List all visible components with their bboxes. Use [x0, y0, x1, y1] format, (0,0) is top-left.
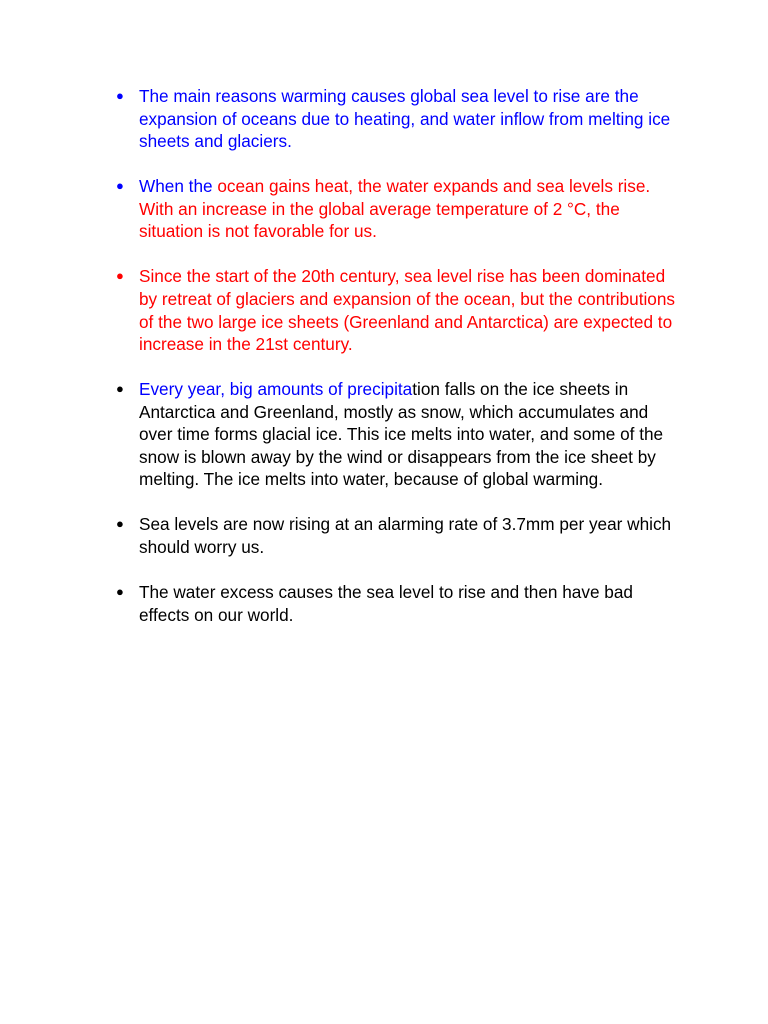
text-segment: Sea levels are now rising at an alarming rate of 3.7mm per year which should worry us. — [139, 514, 672, 558]
list-item — [116, 581, 676, 626]
text-segment: The main reasons warming causes global sea level to rise are the expansion of oceans due to heating, and water inflow from melting ice sheets and glaciers. — [139, 86, 671, 152]
bullet-text — [139, 175, 676, 243]
text-segment: The water excess causes the sea level to rise and then have bad effects on our world. — [139, 582, 633, 625]
bullet-text — [139, 85, 676, 153]
list-item — [116, 513, 676, 558]
bullet-text — [139, 265, 676, 355]
text-segment: When the — [139, 176, 218, 197]
list-item — [116, 85, 676, 153]
bullet-list — [116, 85, 676, 649]
list-item — [116, 265, 676, 355]
bullet-icon: ● — [116, 88, 124, 103]
list-item — [116, 378, 676, 491]
list-item — [116, 175, 676, 243]
bullet-text — [139, 378, 676, 491]
text-segment: ocean gains heat, the water expands and sea levels rise. With an increase in the global average temperature of 2 °C, the situation is not favorable for us. — [139, 176, 651, 242]
bullet-icon: ● — [116, 516, 124, 532]
bullet-icon: ● — [116, 381, 124, 397]
text-segment: Every year, big amounts of precipita — [139, 379, 413, 400]
text-segment: tion falls on the ice sheets in Antarctica and Greenland, mostly as snow, which accumulates and over time forms glacial ice. This ice melts into water, and some of the snow is blown away by the wind or disappears from the ice sheet by melting. The ice melts into water, because of global warming. — [139, 379, 664, 490]
bullet-text — [139, 513, 676, 558]
bullet-icon: ● — [116, 178, 124, 194]
bullet-text — [139, 581, 676, 626]
bullet-icon: ● — [116, 268, 124, 284]
text-segment: Since the start of the 20th century, sea level rise has been dominated by retreat of glaciers and expansion of the ocean, but the contributions of the two large ice sheets (Greenland and Antarctica) are expected to increase in the 21st century. — [139, 266, 676, 355]
bullet-icon: ● — [116, 584, 124, 600]
